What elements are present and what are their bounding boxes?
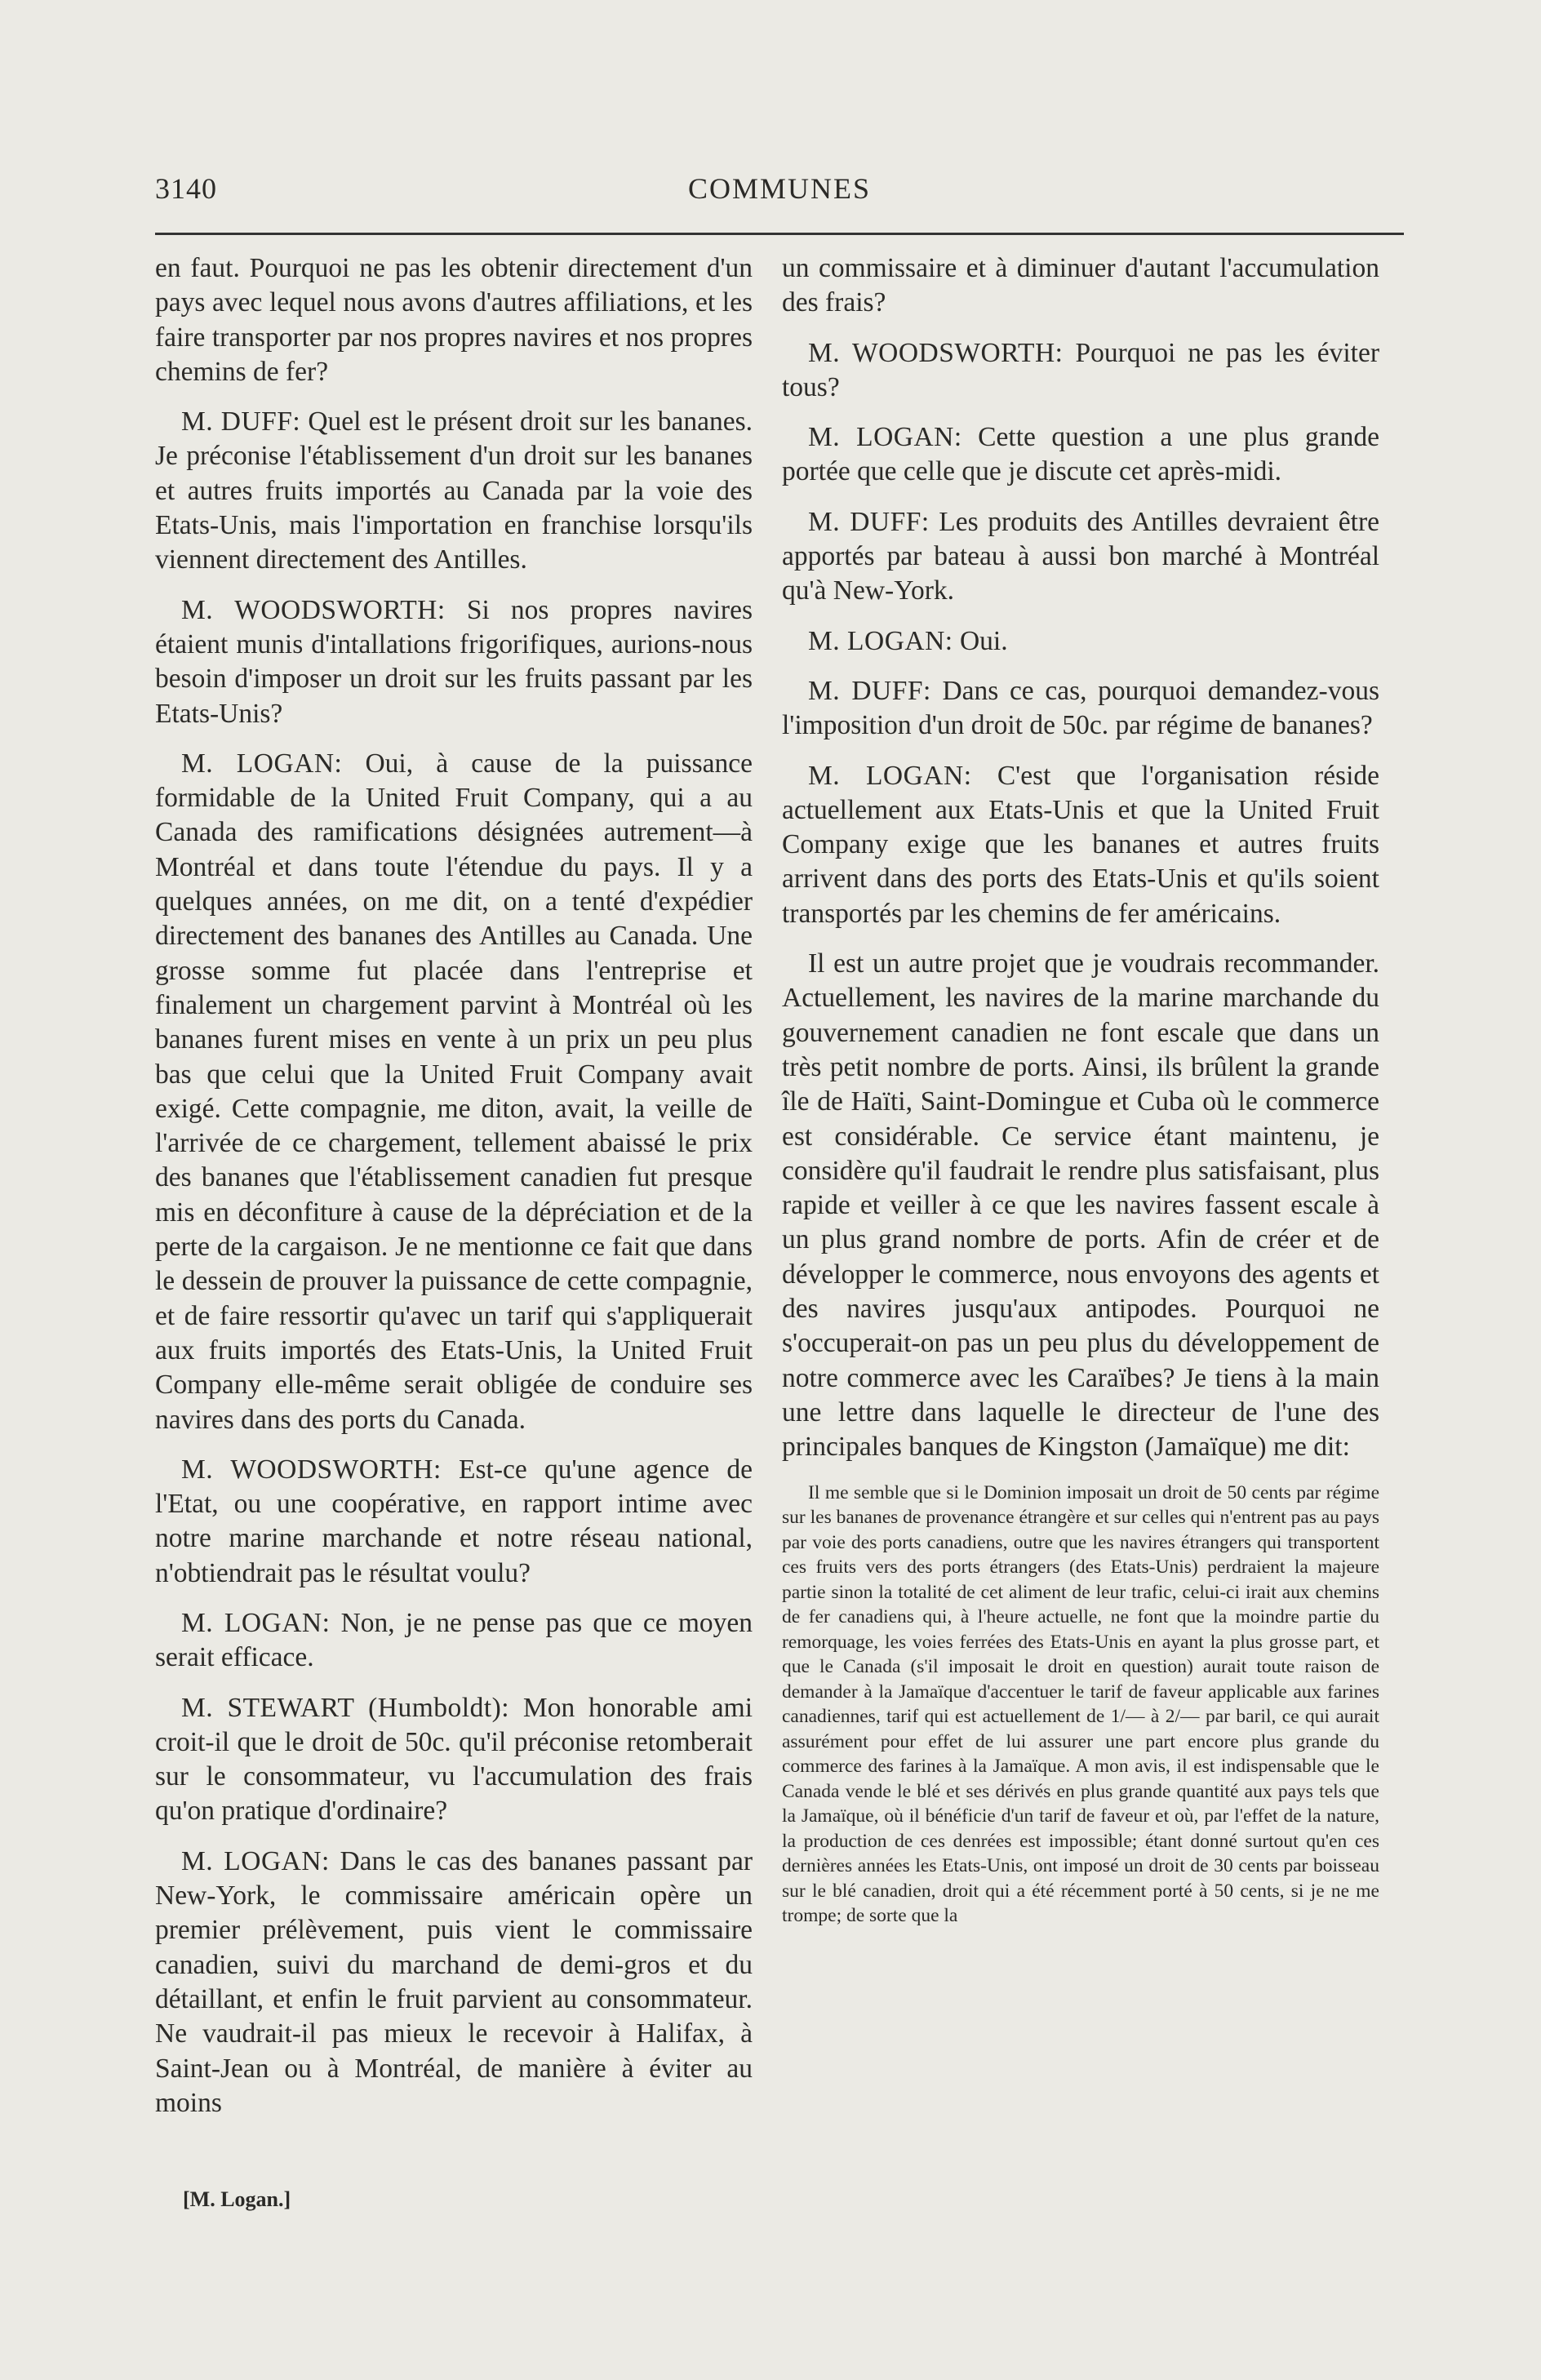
- speaker-name: M. LOGAN:: [181, 1845, 330, 1876]
- header-rule: [155, 233, 1404, 235]
- paragraph: [782, 947, 1379, 1464]
- paragraph: [155, 1691, 753, 1829]
- page-number: 3140: [155, 172, 217, 205]
- paragraph-text: Il est un autre projet que je voudrais recommander. Actuellement, les navires de la marine marchande du gouvernement canadien ne font escale que dans un très petit nombre de ports. Ainsi, ils brûlent la grande île de Haïti, Saint-Domingue et Cuba où le commerce est considérable. Ce service étant maintenu, je considère qu'il faudrait le rendre plus satisfaisant, plus rapide et veiller à ce que les navires fassent escale à un plus grand nombre de ports. Afin de créer et de développer le commerce, nous envoyons des agents et des navires jusqu'aux antipodes. Pourquoi ne s'occuperait-on pas un peu plus du développement de notre commerce avec les Caraïbes? Je tiens à la main une lettre dans laquelle le directeur de l'une des principales banques de Kingston (Jamaïque) me dit:: [782, 948, 1379, 1463]
- quoted-letter: Il me semble que si le Dominion imposait un droit de 50 cents par régime sur les bananes de provenance étrangère et sur celles qui n'entrent pas au pays par voie des ports canadiens, outre que les navires étrangers qui transportent ces fruits vers des ports étrangers (des Etats-Unis) perdraient la majeure partie sinon la totalité de cet aliment de leur trafic, celui-ci irait aux chemins de fer canadiens qui, à l'heure actuelle, ne font que la moindre partie du remorquage, les voies ferrées des Etats-Unis en ayant la plus grosse part, et que le Canada (s'il imposait le droit en question) aurait toute raison de demander à la Jamaïque d'accentuer le tarif de faveur applicable aux farines canadiennes, tarif qui est actuellement de 1/— à 2/— par baril, ce qui aurait assurément pour effet de lui assurer une part encore plus grande du commerce des farines à la Jamaïque. A mon avis, il est indispensable que le Canada vende le blé et ses dérivés en plus grande quantité aux pays tels que la Jamaïque, où il bénéficie d'un tarif de faveur et où, par l'effet de la nature, la production de ces denrées est impossible; étant donné surtout qu'en ces dernières années les Etats-Unis, ont imposé un droit de 30 cents par boisseau sur le blé canadien, droit qui a été récemment porté à 50 cents, si je ne me trompe; de sorte que la: [782, 1481, 1379, 1926]
- paragraph-text: en faut. Pourquoi ne pas les obtenir directement d'un pays avec lequel nous avons d'autres affiliations, et les faire transporter par nos propres navires et nos propres chemins de fer?: [155, 253, 753, 387]
- paragraph: [782, 420, 1379, 490]
- left-column: [155, 251, 753, 2136]
- speaker-name: M. LOGAN:: [808, 760, 972, 791]
- speaker-name: M. LOGAN:: [181, 748, 343, 779]
- paragraph: [782, 336, 1379, 406]
- paragraph: [155, 1453, 753, 1591]
- speaker-name: M. LOGAN:: [808, 625, 953, 656]
- paragraph-text: Quel est le présent droit sur les bananes. Je préconise l'établissement d'un droit sur les bananes et autres fruits importés au Canada par la voie des Etats-Unis, mais l'importation en franchise lorsqu'ils viennent directement des Antilles.: [155, 406, 753, 575]
- paragraph-text: Les produits des Antilles devraient être apportés par bateau à aussi bon marché à Montréal qu'à New-York.: [782, 506, 1380, 606]
- right-column-paragraphs: [782, 251, 1379, 1465]
- paragraph: [155, 405, 753, 577]
- paragraph: [155, 593, 753, 731]
- running-title: COMMUNES: [687, 172, 872, 205]
- paragraph: [782, 674, 1379, 744]
- speaker-footer-tag: [M. Logan.]: [183, 2187, 291, 2211]
- paragraph-text: Est-ce qu'une agence de l'Etat, ou une coopérative, en rapport intime avec notre marine marchande et notre réseau national, n'obtiendrait pas le résultat voulu?: [155, 1454, 753, 1588]
- speaker-name: M. LOGAN:: [808, 422, 962, 453]
- right-column: [782, 251, 1379, 1944]
- paragraph-text: Oui.: [959, 625, 1008, 656]
- paragraph-text: Si nos propres navires étaient munis d'intallations frigorifiques, aurions-nous besoin d'imposer un droit sur les fruits passant par les Etats-Unis?: [155, 594, 753, 729]
- paragraph-text: un commissaire et à diminuer d'autant l'accumulation des frais?: [782, 253, 1379, 318]
- paragraph: [782, 759, 1379, 931]
- speaker-name: M. WOODSWORTH:: [808, 337, 1064, 368]
- paragraph: [782, 251, 1379, 321]
- paragraph-text: Mon honorable ami croit-il que le droit de 50c. qu'il préconise retomberait sur le consommateur, vu l'accumulation des frais qu'on pratique d'ordinaire?: [155, 1692, 753, 1827]
- paragraph-text: Oui, à cause de la puissance formidable de la United Fruit Company, qui a au Canada des ramifications désignées autrement—à Montréal et dans toute l'étendue du pays. Il y a quelques années, on me dit, on a tenté d'expédier directement des bananes des Antilles au Canada. Une grosse somme fut placée dans l'entreprise et finalement un chargement parvint à Montréal où les bananes furent mises en vente à un prix un peu plus bas que celui que la United Fruit Company avait exigé. Cette compagnie, me diton, avait, la veille de l'arrivée de ce chargement, tellement abaissé le prix des bananes que l'établissement canadien fut presque mis en déconfiture à cause de la dépréciation et de la perte de la cargaison. Je ne mentionne ce fait que dans le dessein de prouver la puissance de cette compagnie, et de faire ressortir qu'avec un tarif qui s'appliquerait aux fruits importés des Etats-Unis, la United Fruit Company elle-même serait obligée de conduire ses navires dans des ports du Canada.: [155, 748, 753, 1435]
- paragraph-text: Dans ce cas, pourquoi demandez-vous l'imposition d'un droit de 50c. par régime de bananes?: [782, 675, 1379, 741]
- speaker-name: M. DUFF:: [808, 506, 930, 537]
- speaker-name: M. LOGAN:: [181, 1607, 331, 1638]
- paragraph-text: Pourquoi ne pas les éviter tous?: [782, 337, 1379, 402]
- speaker-name: M. DUFF:: [808, 675, 931, 706]
- paragraph: [155, 251, 753, 389]
- paragraph-text: C'est que l'organisation réside actuellement aux Etats-Unis et que la United Fruit Company exige que les bananes et autres fruits arrivent dans des ports des Etats-Unis et qu'ils soient transportés par les chemins de fer américains.: [782, 760, 1380, 929]
- paragraph: [155, 1845, 753, 2120]
- speaker-name: M. WOODSWORTH:: [181, 594, 446, 625]
- paragraph-text: Dans le cas des bananes passant par New-York, le commissaire américain opère un premier prélèvement, puis vient le commissaire canadien, suivi du marchand de demi-gros et du détaillant, et enfin le fruit parvient au consommateur. Ne vaudrait-il pas mieux le recevoir à Halifax, à Saint-Jean ou à Montréal, de manière à éviter au moins: [155, 1845, 753, 2118]
- paragraph-text: Non, je ne pense pas que ce moyen serait efficace.: [155, 1607, 753, 1673]
- paragraph: [155, 747, 753, 1437]
- speaker-name: M. DUFF:: [181, 406, 301, 437]
- speaker-name: M. WOODSWORTH:: [181, 1454, 442, 1485]
- paragraph: [782, 505, 1379, 609]
- speaker-name: M. STEWART (Humboldt):: [181, 1692, 510, 1723]
- paragraph: [155, 1606, 753, 1676]
- page-header: [155, 171, 1404, 212]
- paragraph-text: Cette question a une plus grande portée que celle que je discute cet après-midi.: [782, 422, 1380, 487]
- paragraph: [782, 624, 1379, 659]
